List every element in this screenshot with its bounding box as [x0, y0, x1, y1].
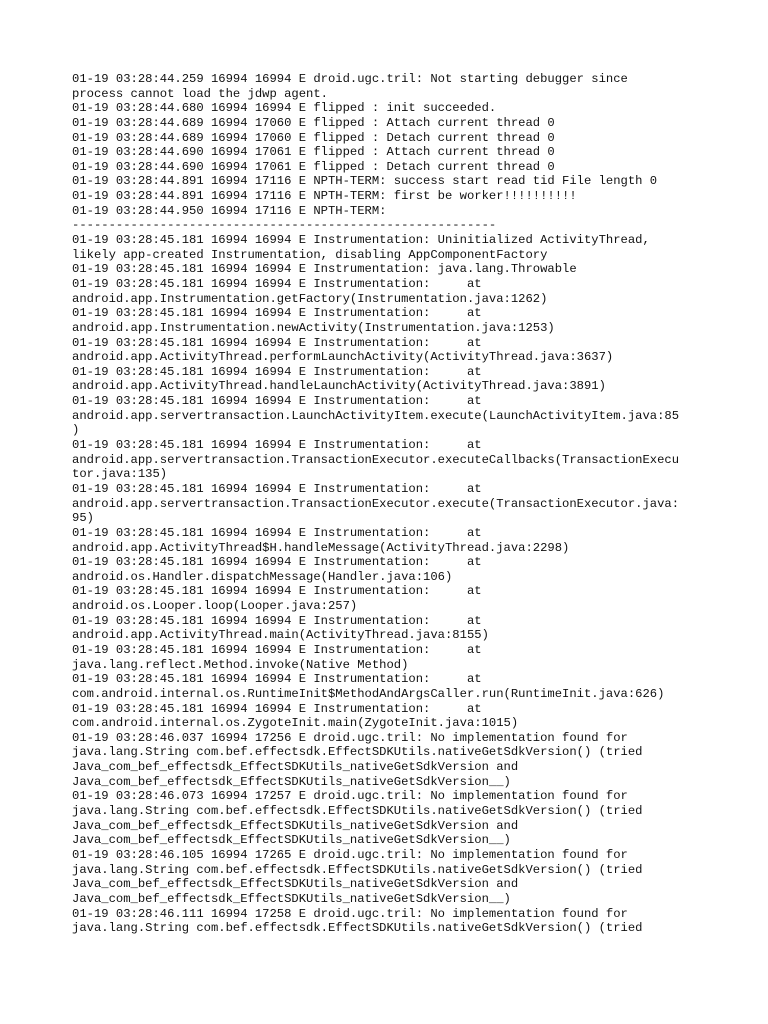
log-line: android.app.Instrumentation.getFactory(Instrumentation.java:1262)	[72, 291, 548, 306]
log-line: java.lang.reflect.Method.invoke(Native Method)	[72, 657, 409, 672]
log-line: Java_com_bef_effectsdk_EffectSDKUtils_nativeGetSdkVersion and	[72, 760, 519, 775]
log-line: android.os.Looper.loop(Looper.java:257)	[72, 599, 358, 614]
log-line: android.os.Handler.dispatchMessage(Handler.java:106)	[72, 569, 453, 584]
log-line: com.android.internal.os.RuntimeInit$MethodAndArgsCaller.run(RuntimeInit.java:626)	[72, 686, 665, 701]
log-line: com.android.internal.os.ZygoteInit.main(ZygoteInit.java:1015)	[72, 716, 519, 731]
log-line: 01-19 03:28:45.181 16994 16994 E Instrumentation: at	[72, 394, 482, 409]
log-line: 01-19 03:28:44.689 16994 17060 E flipped : Attach current thread 0	[72, 115, 555, 130]
log-line: 01-19 03:28:44.891 16994 17116 E NPTH-TERM: first be worker!!!!!!!!!!	[72, 189, 577, 204]
log-line: android.app.ActivityThread$H.handleMessage(ActivityThread.java:2298)	[72, 540, 570, 555]
log-line: 01-19 03:28:46.111 16994 17258 E droid.ugc.tril: No implementation found for	[72, 906, 628, 921]
log-line: android.app.servertransaction.LaunchActivityItem.execute(LaunchActivityItem.java:85	[72, 408, 680, 423]
log-line: 01-19 03:28:45.181 16994 16994 E Instrumentation: at	[72, 555, 482, 570]
log-line: Java_com_bef_effectsdk_EffectSDKUtils_nativeGetSdkVersion and	[72, 818, 519, 833]
log-line: 01-19 03:28:44.259 16994 16994 E droid.ugc.tril: Not starting debugger since	[72, 72, 628, 86]
log-line: 01-19 03:28:45.181 16994 16994 E Instrumentation: at	[72, 364, 482, 379]
log-line: android.app.ActivityThread.handleLaunchActivity(ActivityThread.java:3891)	[72, 379, 606, 394]
log-line: 01-19 03:28:45.181 16994 16994 E Instrumentation: at	[72, 481, 482, 496]
log-line: Java_com_bef_effectsdk_EffectSDKUtils_nativeGetSdkVersion__)	[72, 891, 511, 906]
log-line: 01-19 03:28:45.181 16994 16994 E Instrumentation: at	[72, 438, 482, 453]
log-line: android.app.ActivityThread.main(ActivityThread.java:8155)	[72, 628, 489, 643]
log-text-block	[72, 72, 712, 936]
log-line: Java_com_bef_effectsdk_EffectSDKUtils_nativeGetSdkVersion__)	[72, 833, 511, 848]
log-line: 01-19 03:28:45.181 16994 16994 E Instrumentation: at	[72, 642, 482, 657]
log-line: process cannot load the jdwp agent.	[72, 86, 328, 101]
log-line: android.app.servertransaction.TransactionExecutor.executeCallbacks(TransactionExecu	[72, 452, 680, 467]
log-line: 95)	[72, 511, 94, 526]
log-line: 01-19 03:28:46.073 16994 17257 E droid.ugc.tril: No implementation found for	[72, 789, 628, 804]
log-line: 01-19 03:28:45.181 16994 16994 E Instrumentation: at	[72, 613, 482, 628]
log-line: 01-19 03:28:45.181 16994 16994 E Instrumentation: java.lang.Throwable	[72, 262, 577, 277]
log-line: android.app.Instrumentation.newActivity(Instrumentation.java:1253)	[72, 320, 555, 335]
log-line: likely app-created Instrumentation, disabling AppComponentFactory	[72, 247, 548, 262]
log-line: 01-19 03:28:46.105 16994 17265 E droid.ugc.tril: No implementation found for	[72, 847, 628, 862]
log-line: java.lang.String com.bef.effectsdk.EffectSDKUtils.nativeGetSdkVersion() (tried	[72, 804, 643, 819]
log-line: 01-19 03:28:44.891 16994 17116 E NPTH-TERM: success start read tid File length 0	[72, 174, 658, 189]
log-line: 01-19 03:28:46.037 16994 17256 E droid.ugc.tril: No implementation found for	[72, 730, 628, 745]
log-line: 01-19 03:28:44.680 16994 16994 E flipped : init succeeded.	[72, 101, 497, 116]
log-line: java.lang.String com.bef.effectsdk.EffectSDKUtils.nativeGetSdkVersion() (tried	[72, 921, 643, 936]
log-line: 01-19 03:28:44.690 16994 17061 E flipped : Detach current thread 0	[72, 159, 555, 174]
log-line: android.app.ActivityThread.performLaunchActivity(ActivityThread.java:3637)	[72, 350, 614, 365]
log-line: 01-19 03:28:44.690 16994 17061 E flipped : Attach current thread 0	[72, 145, 555, 160]
log-line: 01-19 03:28:45.181 16994 16994 E Instrumentation: at	[72, 335, 482, 350]
log-line: java.lang.String com.bef.effectsdk.EffectSDKUtils.nativeGetSdkVersion() (tried	[72, 745, 643, 760]
log-line: android.app.servertransaction.TransactionExecutor.execute(TransactionExecutor.java:	[72, 496, 680, 511]
log-line: 01-19 03:28:44.950 16994 17116 E NPTH-TERM:	[72, 203, 387, 218]
log-line: Java_com_bef_effectsdk_EffectSDKUtils_nativeGetSdkVersion and	[72, 877, 519, 892]
log-line: 01-19 03:28:45.181 16994 16994 E Instrumentation: at	[72, 584, 482, 599]
log-line: tor.java:135)	[72, 467, 168, 482]
log-line: )	[72, 423, 80, 438]
log-line: ----------------------------------------------------------	[72, 218, 497, 233]
log-line: Java_com_bef_effectsdk_EffectSDKUtils_nativeGetSdkVersion__)	[72, 774, 511, 789]
log-line: 01-19 03:28:45.181 16994 16994 E Instrumentation: at	[72, 276, 482, 291]
log-line: 01-19 03:28:45.181 16994 16994 E Instrumentation: at	[72, 672, 482, 687]
log-line: 01-19 03:28:45.181 16994 16994 E Instrumentation: at	[72, 525, 482, 540]
log-line: 01-19 03:28:45.181 16994 16994 E Instrumentation: Uninitialized ActivityThread,	[72, 233, 650, 248]
log-line: 01-19 03:28:44.689 16994 17060 E flipped : Detach current thread 0	[72, 130, 555, 145]
log-line: 01-19 03:28:45.181 16994 16994 E Instrumentation: at	[72, 306, 482, 321]
log-line: java.lang.String com.bef.effectsdk.EffectSDKUtils.nativeGetSdkVersion() (tried	[72, 862, 643, 877]
log-line: 01-19 03:28:45.181 16994 16994 E Instrumentation: at	[72, 701, 482, 716]
